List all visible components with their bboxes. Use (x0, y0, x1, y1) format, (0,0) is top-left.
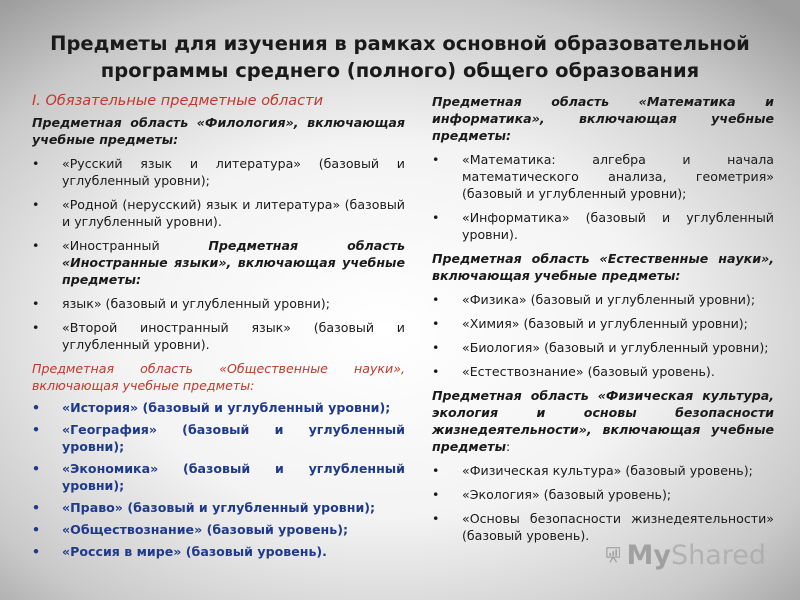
pe-heading (432, 387, 774, 455)
philology-list (32, 155, 405, 353)
list-item: • «История» (базовый и углубленный уровни); (32, 399, 405, 416)
list-item: • «Обществознание» (базовый уровень); (32, 521, 405, 538)
myshared-watermark (606, 533, 766, 577)
section-heading: I. Обязательные предметные области (32, 93, 324, 109)
science-list (432, 291, 774, 380)
list-item: • «Право» (базовый и углубленный уровни); (32, 499, 405, 516)
list-item: • «Естествознание» (базовый уровень). (432, 363, 774, 380)
presentation-board-icon (606, 536, 620, 574)
list-item: • «Русский язык и литература» (базовый и углубленный уровни); (32, 155, 405, 189)
math-heading: Предметная область «Математика и информатика», включающая учебные предметы: (432, 94, 774, 143)
watermark-text-main: My (626, 539, 671, 571)
list-item: • «География» (базовый и углубленный уровни); (32, 421, 405, 455)
social-sciences-list (32, 399, 405, 560)
list-item: • «Математика: алгебра и начала математического анализа, геометрия» (базовый и углубленный уровни); (432, 151, 774, 202)
list-item: • «Основы безопасности жизнедеятельности» (базовый уровень). (432, 510, 774, 544)
list-item: • язык» (базовый и углубленный уровни); (32, 295, 405, 312)
list-item: • «Физика» (базовый и углубленный уровни); (432, 291, 774, 308)
science-heading: Предметная область «Естественные науки», включающая учебные предметы: (432, 251, 774, 283)
list-item: • «Россия в мире» (базовый уровень). (32, 543, 405, 560)
pe-heading-colon: : (505, 439, 511, 454)
philology-heading: Предметная область «Филология», включающая учебные предметы: (32, 115, 405, 147)
right-column (432, 93, 774, 544)
list-item: • «Химия» (базовый и углубленный уровни); (432, 315, 774, 332)
list-item: • «Экология» (базовый уровень); (432, 486, 774, 503)
foreign-prefix: «Иностранный (62, 238, 209, 253)
slide-title: Предметы для изучения в рамках основной образовательной программы среднего (полного) общего образования (50, 32, 750, 83)
watermark-text-accent: Shared (670, 539, 766, 571)
left-column (32, 93, 405, 560)
list-item: • «Родной (нерусский) язык и литература» (базовый и углубленный уровни). (32, 196, 405, 230)
pe-heading-text: Предметная область «Физическая культура, экология и основы безопасности жизнедеятельности», включающая учебные предметы (432, 388, 774, 454)
math-list (432, 151, 774, 243)
list-item: • «Физическая культура» (базовый уровень); (432, 462, 774, 479)
list-item: • «Биология» (базовый и углубленный уровни); (432, 339, 774, 356)
list-item: • «Второй иностранный язык» (базовый и углубленный уровни). (32, 319, 405, 353)
list-item (32, 237, 405, 288)
list-item: • «Информатика» (базовый и углубленный уровни). (432, 209, 774, 243)
list-item: • «Экономика» (базовый и углубленный уровни); (32, 460, 405, 494)
social-sciences-heading: Предметная область «Общественные науки», включающая учебные предметы: (32, 361, 405, 393)
pe-list (432, 462, 774, 544)
foreign-languages-heading: Предметная область «Иностранные языки», включающая учебные предметы: (62, 238, 406, 287)
watermark-text (626, 540, 766, 571)
